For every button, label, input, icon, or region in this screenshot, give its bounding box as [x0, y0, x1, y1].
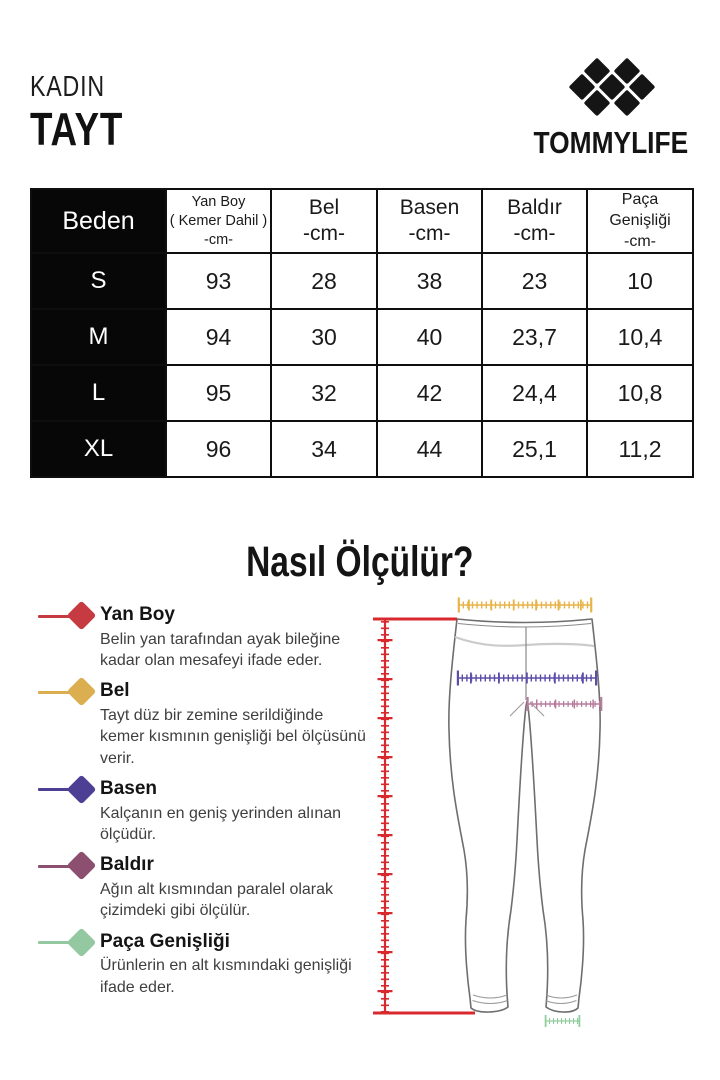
cell-value: 38: [377, 253, 482, 309]
cell-value: 93: [166, 253, 271, 309]
cell-value: 10,8: [587, 365, 693, 421]
legend-label: Baldır: [100, 854, 154, 876]
brand-logo: [520, 48, 700, 161]
bel-ruler: [458, 598, 592, 613]
legend-item-paca: [38, 931, 368, 998]
cell-value: 96: [166, 421, 271, 477]
size-table: [30, 188, 694, 478]
measure-legend: [38, 604, 368, 1007]
cell-value: 11,2: [587, 421, 693, 477]
header-basen: Basen -cm-: [377, 189, 482, 253]
baldir-diamond-icon: [38, 854, 100, 878]
table-row: [31, 253, 693, 309]
leggings-measure-diagram: [360, 588, 716, 1048]
cell-value: 10,4: [587, 309, 693, 365]
cell-value: 95: [166, 365, 271, 421]
cell-value: 25,1: [482, 421, 587, 477]
cell-value: 28: [271, 253, 377, 309]
legend-label: Basen: [100, 777, 158, 799]
legend-item-baldir: [38, 854, 368, 921]
cell-value: 30: [271, 309, 377, 365]
cell-value: 42: [377, 365, 482, 421]
how-to-measure-section: [0, 538, 720, 587]
product-header: [30, 72, 146, 155]
header-paca: Paça Genişliği -cm-: [587, 189, 693, 253]
legend-description: Ağın alt kısmından paralel olarak çizimdeki gibi ölçülür.: [100, 881, 334, 920]
cell-value: 40: [377, 309, 482, 365]
cell-value: 94: [166, 309, 271, 365]
legend-label: Paça Genişliği: [100, 930, 230, 952]
legend-description: Ürünlerin en alt kısmındaki genişliği ifade eder.: [100, 957, 352, 996]
cell-value: 23: [482, 253, 587, 309]
legend-description: Belin yan tarafından ayak bileğine kadar olan mesafeyi ifade eder.: [100, 630, 341, 670]
size-label: XL: [31, 421, 166, 477]
brand-diamonds-icon: [520, 48, 700, 118]
how-to-measure-title: Nasıl Ölçülür?: [246, 538, 474, 586]
yan-boy-diamond-icon: [38, 604, 100, 628]
header-beden: Beden: [31, 189, 166, 253]
legend-description: Tayt düz bir zemine serildiğinde kemer kısmının genişliği bel ölçüsünü verir.: [100, 707, 366, 767]
table-row: [31, 365, 693, 421]
cell-value: 32: [271, 365, 377, 421]
legend-label: Yan Boy: [100, 604, 175, 625]
table-header-row: [31, 189, 693, 253]
legend-item-yan-boy: [38, 604, 368, 671]
legend-item-basen: [38, 778, 368, 845]
paca-ruler: [545, 1015, 580, 1027]
legend-item-bel: [38, 680, 368, 769]
header-yan-boy: Yan Boy ( Kemer Dahil ) -cm-: [166, 189, 271, 253]
bel-diamond-icon: [38, 680, 100, 704]
product-title: TAYT: [30, 103, 124, 156]
legend-label: Bel: [100, 680, 130, 702]
header-baldir: Baldır -cm-: [482, 189, 587, 253]
size-label: L: [31, 365, 166, 421]
legend-description: Kalçanın en geniş yerinden alınan ölçüdür.: [100, 804, 342, 843]
size-label: S: [31, 253, 166, 309]
category-label: KADIN: [30, 71, 105, 103]
cell-value: 24,4: [482, 365, 587, 421]
cell-value: 23,7: [482, 309, 587, 365]
brand-name: TOMMYLIFE: [533, 125, 689, 160]
cell-value: 34: [271, 421, 377, 477]
table-row: [31, 421, 693, 477]
size-label: M: [31, 309, 166, 365]
header-bel: Bel -cm-: [271, 189, 377, 253]
paca-diamond-icon: [38, 931, 100, 955]
basen-diamond-icon: [38, 778, 100, 802]
cell-value: 10: [587, 253, 693, 309]
table-row: [31, 309, 693, 365]
cell-value: 44: [377, 421, 482, 477]
